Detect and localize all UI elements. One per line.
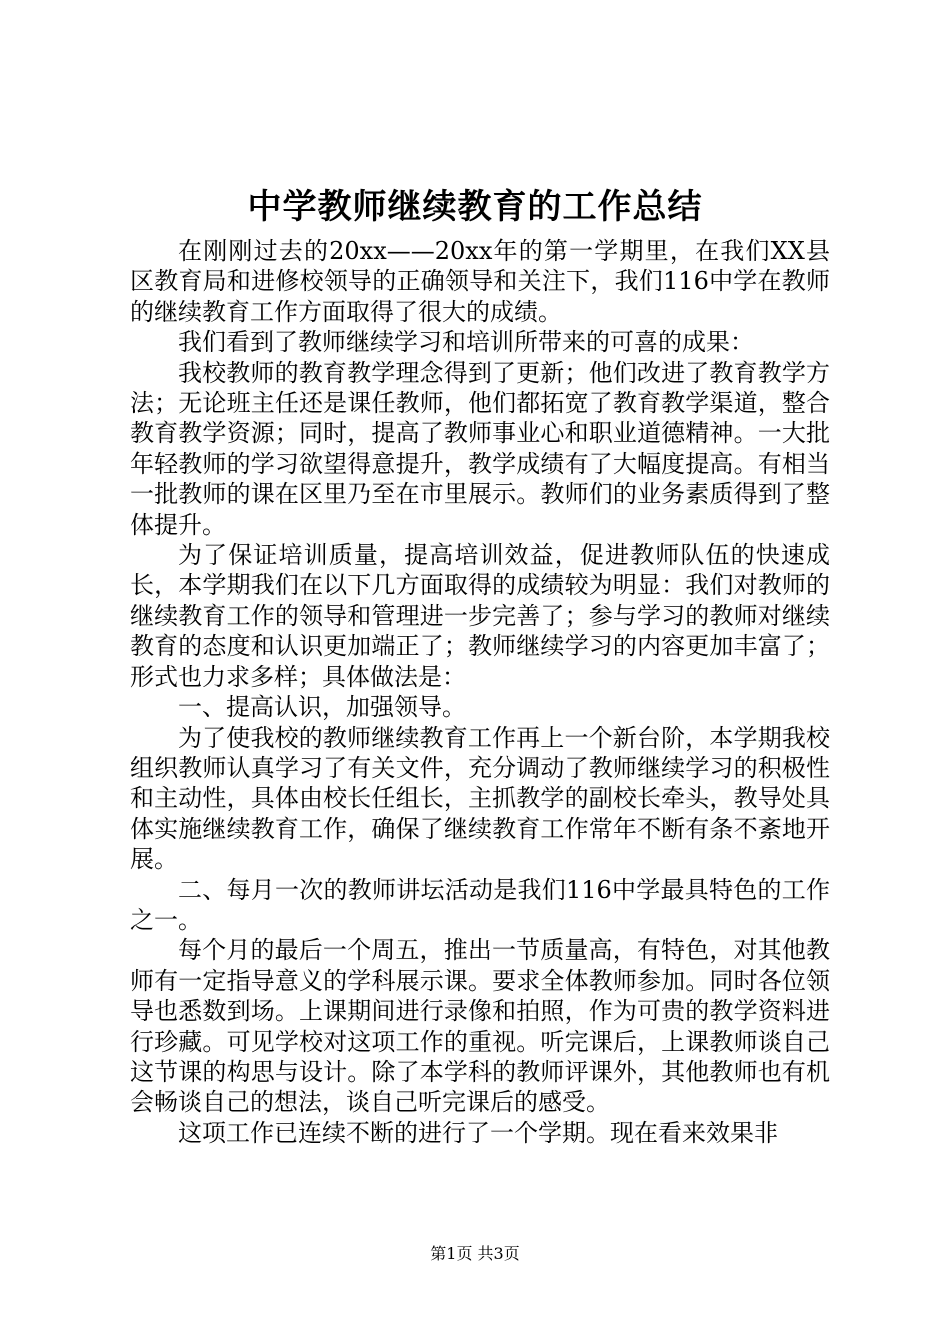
paragraph: 我们看到了教师继续学习和培训所带来的可喜的成果： <box>178 328 754 357</box>
paragraph: 为了使我校的教师继续教育工作再上一个新台阶，本学期我校组织教师认真学习了有关文件，充分调动了教师继续学习的积极性和主动性，具体由校长任组长，主抓教学的副校长牵头，教导处具体实施继续教育工作，确保了继续教育工作常年不断有条不紊地开展。 <box>130 723 830 874</box>
document-title: 中学教师继续教育的工作总结 <box>247 187 703 227</box>
section-heading: 一、提高认识，加强领导。 <box>178 693 466 722</box>
paragraph: 在刚刚过去的20xx——20xx年的第一学期里，在我们XX县区教育局和进修校领导的正确领导和关注下，我们116中学在教师的继续教育工作方面取得了很大的成绩。 <box>130 237 830 326</box>
page-footer: 第1页 共3页 <box>430 1244 520 1263</box>
paragraph: 这项工作已连续不断的进行了一个学期。现在看来效果非 <box>178 1118 778 1147</box>
section-heading: 二、每月一次的教师讲坛活动是我们116中学最具特色的工作之一。 <box>130 875 830 934</box>
document-body <box>130 236 830 1148</box>
paragraph: 我校教师的教育教学理念得到了更新；他们改进了教育教学方法；无论班主任还是课任教师，他们都拓宽了教育教学渠道，整合教育教学资源；同时，提高了教师事业心和职业道德精神。一大批年轻教师的学习欲望得意提升，教学成绩有了大幅度提高。有相当一批教师的课在区里乃至在市里展示。教师们的业务素质得到了整体提升。 <box>130 358 830 539</box>
paragraph: 每个月的最后一个周五，推出一节质量高，有特色，对其他教师有一定指导意义的学科展示课。要求全体教师参加。同时各位领导也悉数到场。上课期间进行录像和拍照，作为可贵的教学资料进行珍藏。可见学校对这项工作的重视。听完课后，上课教师谈自己这节课的构思与设计。除了本学科的教师评课外，其他教师也有机会畅谈自己的想法，谈自己听完课后的感受。 <box>130 936 830 1117</box>
paragraph: 为了保证培训质量，提高培训效益，促进教师队伍的快速成长，本学期我们在以下几方面取得的成绩较为明显：我们对教师的继续教育工作的领导和管理进一步完善了；参与学习的教师对继续教育的态度和认识更加端正了；教师继续学习的内容更加丰富了；形式也力求多样；具体做法是： <box>130 541 830 691</box>
